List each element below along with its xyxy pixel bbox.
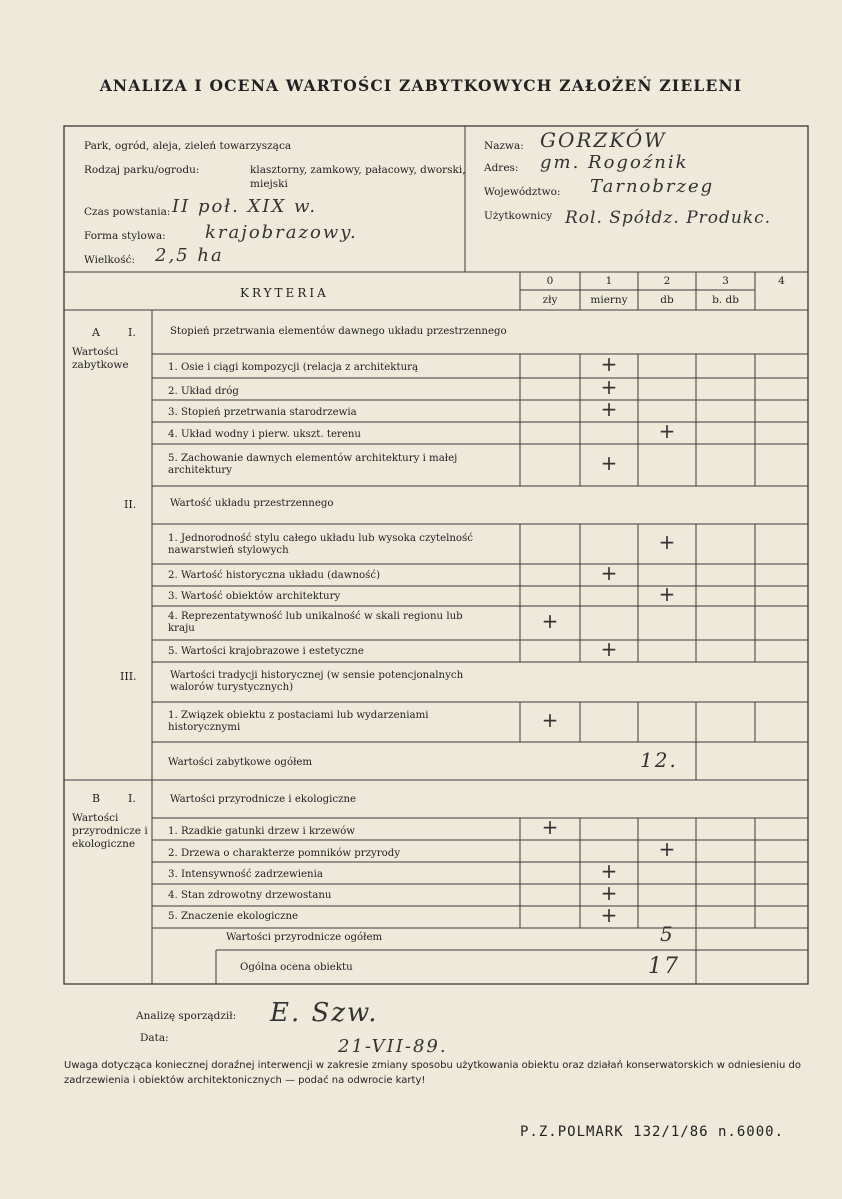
criterion-a1-2: 2. Układ dróg (168, 386, 239, 397)
score-mark: + (541, 609, 559, 633)
name-value: GORZKÓW (540, 128, 667, 152)
section-a-roman-2: II. (124, 498, 137, 511)
section-a-letter: A (92, 326, 100, 339)
date-value: 21-VII-89. (338, 1036, 448, 1057)
size-value: 2,5 ha (155, 245, 224, 266)
criterion-b1-5: 5. Znaczenie ekologiczne (168, 911, 299, 922)
group-b1-title: Wartości przyrodnicze i ekologiczne (170, 794, 357, 805)
score-mark: + (600, 637, 618, 661)
date-label: Data: (140, 1032, 169, 1044)
scale-num-2: 2 (663, 275, 671, 287)
section-b-roman: I. (128, 792, 136, 805)
scale-num-1: 1 (605, 275, 613, 287)
criteria-header: KRYTERIA (240, 286, 329, 300)
score-mark: + (600, 375, 618, 399)
users-value: Rol. Spółdz. Produkc. (565, 208, 772, 228)
group-a1-title: Stopień przetrwania elementów dawnego układu przestrzennego (170, 326, 507, 337)
criterion-a2-5: 5. Wartości krajobrazowe i estetyczne (168, 646, 364, 657)
criterion-a1-5: 5. Zachowanie dawnych elementów architektury i małej architektury (168, 453, 458, 476)
form-title: ANALIZA I OCENA WARTOŚCI ZABYTKOWYCH ZAŁOŻEŃ ZIELENI (99, 76, 743, 95)
group-a2-title: Wartość układu przestrzennego (170, 498, 334, 509)
score-mark: + (658, 530, 676, 554)
section-a-total-value: 12. (640, 748, 678, 772)
style-label: Forma stylowa: (84, 230, 166, 242)
score-mark: + (600, 352, 618, 376)
criterion-a2-4: 4. Reprezentatywność lub unikalność w skali regionu lub kraju (168, 611, 463, 634)
size-label: Wielkość: (84, 254, 136, 266)
score-mark: + (541, 815, 559, 839)
scale-num-0: 0 (546, 275, 554, 287)
section-b-total-label: Wartości przyrodnicze ogółem (226, 932, 383, 943)
print-footer: P.Z.POLMARK 132/1/86 n.6000. (520, 1124, 785, 1140)
criterion-b1-3: 3. Intensywność zadrzewienia (168, 869, 323, 880)
score-mark: + (600, 561, 618, 585)
criterion-a3-1: 1. Związek obiektu z postaciami lub wydarzeniami historycznymi (168, 710, 429, 733)
score-mark: + (600, 859, 618, 883)
section-b-letter: B (92, 792, 101, 805)
score-mark: + (658, 419, 676, 443)
score-mark: + (658, 837, 676, 861)
overall-label: Ogólna ocena obiektu (240, 962, 353, 973)
section-b-label: Wartości przyrodnicze i ekologiczne (72, 812, 148, 850)
address-label: Adres: (484, 162, 519, 174)
scale-word-0: zły (542, 294, 558, 306)
section-b-total-value: 5 (660, 922, 675, 946)
criterion-a1-3: 3. Stopień przetrwania starodrzewia (168, 407, 357, 418)
object-type-label: Park, ogród, aleja, zieleń towarzysząca (84, 140, 292, 152)
kind-options: klasztorny, zamkowy, pałacowy, dworski, (250, 164, 466, 176)
section-a-label: Wartości zabytkowe (72, 346, 129, 371)
name-label: Nazwa: (484, 140, 524, 152)
voivodeship-label: Województwo: (484, 186, 561, 198)
created-label: Czas powstania: (84, 206, 171, 218)
criterion-b1-4: 4. Stan zdrowotny drzewostanu (168, 890, 332, 901)
criterion-a1-4: 4. Układ wodny i pierw. ukszt. terenu (168, 429, 361, 440)
prepared-signature: E. Szw. (270, 998, 379, 1028)
section-a-total-label: Wartości zabytkowe ogółem (168, 757, 313, 768)
criterion-a2-2: 2. Wartość historyczna układu (dawność) (168, 570, 381, 581)
criterion-a1-1: 1. Osie i ciągi kompozycji (relacja z architekturą (168, 362, 419, 373)
criterion-b1-2: 2. Drzewa o charakterze pomników przyrody (168, 848, 401, 859)
group-a3-title: Wartości tradycji historycznej (w sensie potencjonalnych walorów turystycznych) (170, 670, 464, 693)
scale-num-4: 4 (778, 275, 785, 287)
score-mark: + (600, 903, 618, 927)
score-mark: + (600, 451, 618, 475)
users-label: Użytkownicy (484, 210, 553, 222)
score-mark: + (541, 708, 559, 732)
section-a-roman-1: I. (128, 326, 136, 339)
kind-options-2: miejski (250, 178, 288, 190)
scale-word-3: b. db (712, 294, 739, 306)
address-value: gm. Rogoźnik (540, 152, 689, 173)
scale-word-1: mierny (590, 294, 628, 306)
scale-num-3: 3 (722, 275, 729, 287)
score-mark: + (600, 881, 618, 905)
created-value: II poł. XIX w. (172, 196, 318, 217)
intervention-note: Uwaga dotycząca koniecznej doraźnej interwencji w zakresie zmiany sposobu użytkowania obiektu oraz działań konserwatorskich w odniesieniu do zadrzewienia i obiektów architektonicznych — podać na odwrocie karty! (64, 1060, 802, 1086)
voivodeship-value: Tarnobrzeg (590, 176, 715, 197)
scale-word-2: db (660, 294, 674, 306)
kind-label: Rodzaj parku/ogrodu: (84, 164, 200, 176)
prepared-label: Analizę sporządził: (136, 1010, 237, 1022)
score-mark: + (600, 397, 618, 421)
score-mark: + (658, 582, 676, 606)
section-a-roman-3: III. (120, 670, 137, 683)
criterion-b1-1: 1. Rzadkie gatunki drzew i krzewów (168, 826, 356, 837)
style-value: krajobrazowy. (205, 222, 358, 243)
criterion-a2-3: 3. Wartość obiektów architektury (168, 591, 341, 602)
overall-value: 17 (648, 954, 680, 979)
criterion-a2-1: 1. Jednorodność stylu całego układu lub wysoka czytelność nawarstwień stylowych (168, 533, 473, 556)
